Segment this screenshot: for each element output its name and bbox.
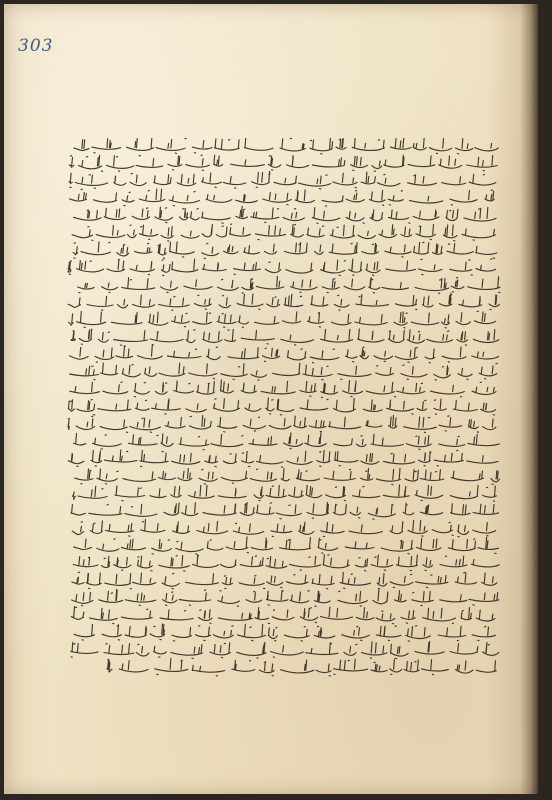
script-stroke [68,450,498,467]
script-line [74,138,498,154]
script-line [70,380,496,398]
script-stroke [68,259,496,276]
script-stroke [74,206,496,223]
script-stroke [71,642,499,659]
script-stroke [72,485,496,501]
script-line [72,520,495,537]
script-stroke [71,503,499,520]
script-stroke [72,224,495,241]
script-stroke [72,572,497,589]
script-stroke [74,138,498,154]
script-stroke [69,311,496,328]
script-stroke [107,658,496,676]
script-line [68,398,495,415]
script-stroke [68,416,496,433]
script-line [74,537,499,554]
manuscript-page [4,4,538,794]
script-line [68,259,496,276]
script-line [68,416,496,433]
script-line [73,242,497,259]
script-stroke [74,537,499,554]
script-line [70,189,495,206]
script-line [73,555,499,571]
script-stroke [70,363,498,380]
script-line [74,206,496,223]
script-line [74,433,500,450]
script-line [107,658,496,676]
script-stroke [73,555,499,571]
script-stroke [71,606,495,623]
script-stroke [70,189,495,206]
script-line [70,363,498,380]
script-line [72,224,495,241]
script-line [74,624,496,641]
script-line [69,171,496,189]
folio-number: 303 [18,36,54,56]
script-stroke [74,433,500,450]
script-line [72,589,499,606]
handwritten-arabic-script [64,138,504,683]
script-stroke [69,155,497,171]
script-line [68,293,499,310]
script-line [72,572,497,589]
script-stroke [69,171,496,189]
script-line [72,485,496,501]
script-line [68,450,498,467]
script-stroke [78,276,500,293]
script-line [69,155,497,171]
script-line [69,311,496,328]
script-stroke [70,346,499,363]
script-line [75,468,500,484]
script-line [71,503,499,520]
script-line [71,329,499,345]
script-stroke [72,589,499,606]
script-stroke [75,468,500,484]
script-stroke [71,329,499,345]
script-stroke [70,380,496,398]
script-stroke [68,293,499,310]
script-stroke [73,242,497,259]
manuscript-text-block [64,138,504,683]
script-line [71,642,499,659]
script-line [71,606,495,623]
binding-gutter-shadow [520,4,538,794]
script-line [70,346,499,363]
script-stroke [74,624,496,641]
script-stroke [72,520,495,537]
script-line [78,276,500,293]
script-stroke [68,398,495,415]
